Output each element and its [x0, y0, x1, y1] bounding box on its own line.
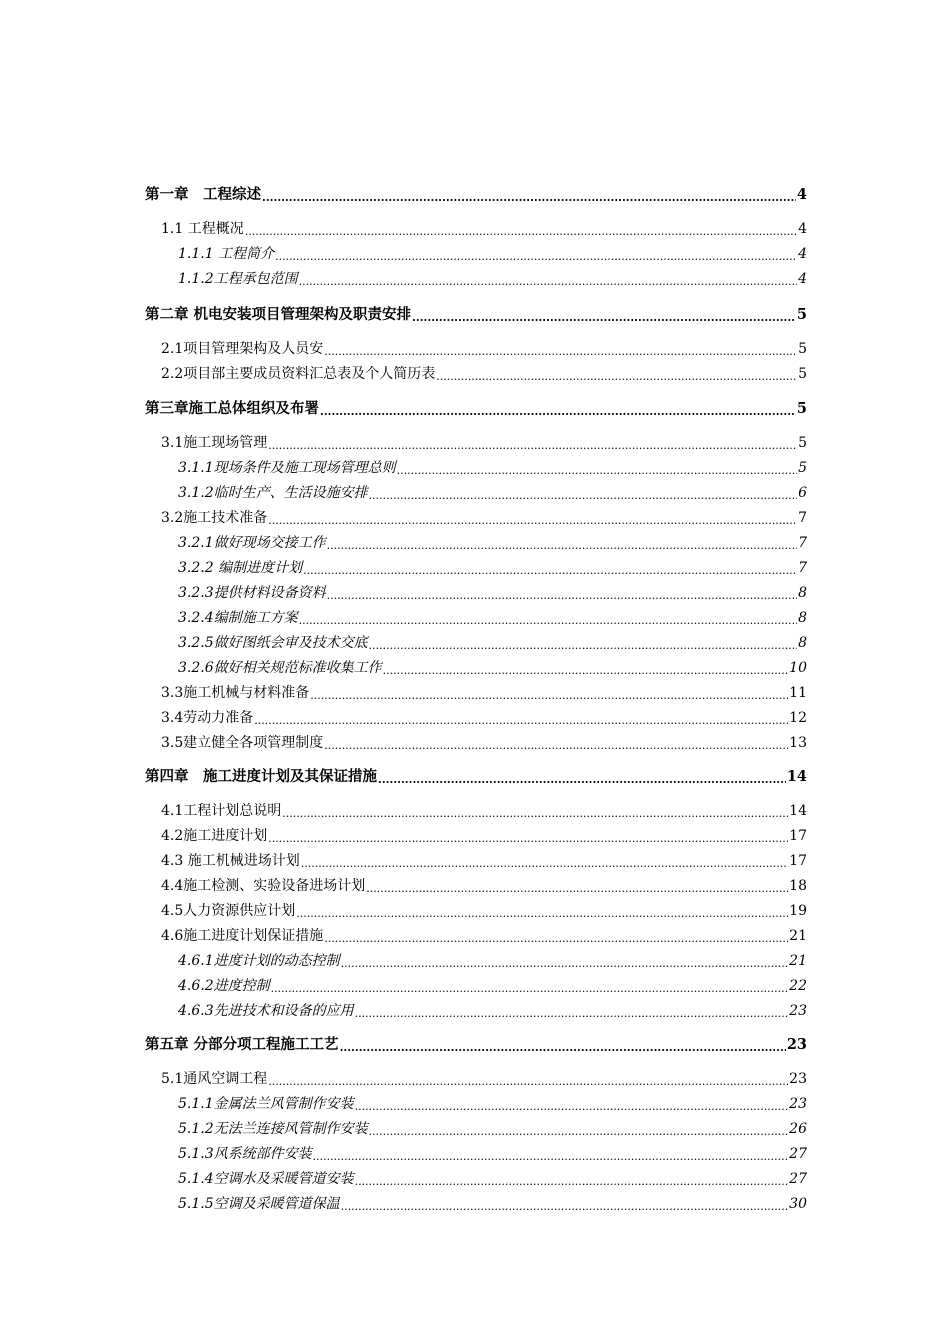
toc-entry-title: 1.1.1 工程简介 [178, 246, 275, 262]
toc-dot-leader [282, 806, 788, 822]
toc-entry-subsection[interactable] [178, 1093, 807, 1115]
toc-dot-leader [303, 563, 797, 579]
toc-dot-leader [271, 981, 789, 997]
toc-entry-subsection[interactable] [178, 243, 807, 265]
toc-entry-page-number: 30 [789, 1196, 807, 1212]
toc-entry-title: 3.2.1做好现场交接工作 [178, 535, 326, 551]
toc-dot-leader [245, 224, 797, 240]
toc-entry-title: 第一章 工程综述 [145, 186, 261, 203]
toc-entry-subsection[interactable] [178, 532, 807, 554]
toc-entry-page-number: 5 [796, 306, 807, 323]
toc-entry-section[interactable] [161, 800, 807, 822]
toc-entry-title: 第四章 施工进度计划及其保证措施 [145, 768, 377, 785]
toc-entry-title: 5.1.5空调及采暖管道保温 [178, 1196, 340, 1212]
toc-entry-title: 5.1.3风系统部件安装 [178, 1146, 312, 1162]
toc-entry-page-number: 17 [789, 828, 807, 844]
toc-entry-page-number: 21 [789, 953, 807, 969]
toc-dot-leader [320, 404, 796, 420]
toc-dot-leader [324, 931, 788, 947]
toc-entry-title: 4.3 施工机械进场计划 [161, 853, 300, 869]
toc-entry-title: 4.2施工进度计划 [161, 828, 268, 844]
toc-entry-page-number: 5 [796, 400, 807, 417]
toc-entry-page-number: 5 [798, 366, 807, 382]
toc-entry-page-number: 14 [786, 768, 807, 785]
toc-entry-title: 3.2.5做好图纸会审及技术交底 [178, 635, 368, 651]
toc-entry-title: 1.1 工程概况 [161, 221, 244, 237]
toc-entry-title: 3.2.2 编制进度计划 [178, 560, 303, 576]
toc-dot-leader [324, 738, 788, 754]
toc-entry-page-number: 26 [789, 1121, 807, 1137]
toc-entry-title: 2.2项目部主要成员资料汇总表及个人简历表 [161, 366, 436, 382]
toc-entry-page-number: 27 [789, 1146, 807, 1162]
toc-entry-title: 4.6.2进度控制 [178, 978, 270, 994]
toc-dot-leader [355, 1099, 789, 1115]
toc-dot-leader [262, 190, 796, 206]
toc-entry-section[interactable] [161, 875, 807, 897]
toc-entry-subsection[interactable] [178, 582, 807, 604]
toc-entry-title: 5.1.2无法兰连接风管制作安装 [178, 1121, 368, 1137]
toc-dot-leader [355, 1006, 789, 1022]
toc-entry-page-number: 21 [789, 928, 807, 944]
toc-entry-subsection[interactable] [178, 975, 807, 997]
toc-entry-section[interactable] [161, 707, 807, 729]
toc-entry-page-number: 17 [789, 853, 807, 869]
toc-entry-title: 4.6.1进度计划的动态控制 [178, 953, 340, 969]
toc-entry-page-number: 13 [789, 735, 807, 751]
toc-entry-title: 4.6施工进度计划保证措施 [161, 928, 324, 944]
toc-entry-section[interactable] [161, 900, 807, 922]
toc-dot-leader [383, 663, 789, 679]
toc-entry-chapter[interactable] [145, 398, 807, 420]
toc-entry-page-number: 23 [786, 1036, 807, 1053]
toc-entry-page-number: 7 [798, 535, 807, 551]
toc-entry-title: 3.1.2临时生产、生活设施安排 [178, 485, 368, 501]
toc-entry-title: 4.1工程计划总说明 [161, 803, 282, 819]
toc-entry-page-number: 27 [789, 1171, 807, 1187]
toc-entry-title: 3.1施工现场管理 [161, 435, 268, 451]
toc-entry-subsection[interactable] [178, 1168, 807, 1190]
toc-entry-section[interactable] [161, 507, 807, 529]
toc-entry-subsection[interactable] [178, 1193, 807, 1215]
toc-entry-section[interactable] [161, 338, 807, 360]
toc-entry-subsection[interactable] [178, 268, 807, 290]
toc-entry-title: 3.1.1现场条件及施工现场管理总则 [178, 460, 396, 476]
toc-entry-page-number: 19 [789, 903, 807, 919]
toc-dot-leader [436, 369, 797, 385]
toc-entry-section[interactable] [161, 1068, 807, 1090]
toc-entry-chapter[interactable] [145, 184, 807, 206]
toc-entry-subsection[interactable] [178, 632, 807, 654]
toc-dot-leader [254, 713, 788, 729]
toc-dot-leader [397, 463, 797, 479]
toc-entry-section[interactable] [161, 825, 807, 847]
toc-dot-leader [268, 831, 788, 847]
toc-entry-title: 2.1项目管理架构及人员安 [161, 341, 324, 357]
toc-entry-section[interactable] [161, 850, 807, 872]
toc-dot-leader [310, 688, 788, 704]
toc-entry-page-number: 14 [789, 803, 807, 819]
toc-dot-leader [268, 513, 797, 529]
toc-entry-title: 4.6.3先进技术和设备的应用 [178, 1003, 354, 1019]
toc-entry-title: 3.2.6做好相关规范标准收集工作 [178, 660, 382, 676]
toc-dot-leader [301, 856, 788, 872]
toc-entry-section[interactable] [161, 925, 807, 947]
toc-entry-page-number: 4 [796, 186, 807, 203]
toc-entry-page-number: 7 [798, 510, 807, 526]
toc-entry-subsection[interactable] [178, 557, 807, 579]
toc-entry-subsection[interactable] [178, 1000, 807, 1022]
toc-dot-leader [268, 1074, 788, 1090]
toc-entry-page-number: 8 [798, 585, 807, 601]
toc-entry-title: 3.4劳动力准备 [161, 710, 254, 726]
toc-entry-title: 第二章 机电安装项目管理架构及职责安排 [145, 306, 412, 323]
toc-entry-page-number: 7 [798, 560, 807, 576]
toc-entry-title: 5.1通风空调工程 [161, 1071, 268, 1087]
toc-entry-page-number: 23 [789, 1096, 807, 1112]
toc-dot-leader [296, 906, 788, 922]
toc-dot-leader [299, 274, 797, 290]
toc-entry-page-number: 4 [798, 246, 807, 262]
toc-entry-title: 3.5建立健全各项管理制度 [161, 735, 324, 751]
toc-entry-page-number: 4 [798, 271, 807, 287]
toc-dot-leader [369, 1124, 789, 1140]
toc-entry-page-number: 5 [798, 341, 807, 357]
toc-entry-section[interactable] [161, 732, 807, 754]
toc-entry-section[interactable] [161, 363, 807, 385]
toc-entry-title: 第三章施工总体组织及布署 [145, 400, 319, 417]
toc-entry-subsection[interactable] [178, 457, 807, 479]
toc-entry-page-number: 4 [798, 221, 807, 237]
toc-entry-title: 第五章 分部分项工程施工工艺 [145, 1036, 339, 1053]
toc-dot-leader [378, 772, 786, 788]
toc-entry-title: 5.1.4空调水及采暖管道安装 [178, 1171, 354, 1187]
toc-entry-page-number: 23 [789, 1003, 807, 1019]
toc-dot-leader [268, 438, 797, 454]
toc-entry-title: 4.4施工检测、实验设备进场计划 [161, 878, 366, 894]
toc-dot-leader [313, 1149, 789, 1165]
toc-dot-leader [355, 1174, 789, 1190]
toc-entry-page-number: 23 [789, 1071, 807, 1087]
toc-dot-leader [327, 538, 797, 554]
toc-entry-subsection[interactable] [178, 482, 807, 504]
toc-dot-leader [327, 588, 797, 604]
toc-dot-leader [341, 956, 789, 972]
toc-dot-leader [369, 638, 797, 654]
toc-entry-title: 5.1.1金属法兰风管制作安装 [178, 1096, 354, 1112]
toc-dot-leader [275, 249, 797, 265]
toc-entry-page-number: 11 [789, 685, 807, 701]
toc-entry-section[interactable] [161, 682, 807, 704]
toc-entry-page-number: 6 [798, 485, 807, 501]
toc-entry-page-number: 5 [798, 435, 807, 451]
toc-entry-subsection[interactable] [178, 1143, 807, 1165]
toc-entry-subsection[interactable] [178, 1118, 807, 1140]
toc-entry-chapter[interactable] [145, 766, 807, 788]
toc-dot-leader [369, 488, 797, 504]
toc-entry-subsection[interactable] [178, 607, 807, 629]
toc-dot-leader [324, 344, 797, 360]
toc-entry-subsection[interactable] [178, 657, 807, 679]
toc-entry-page-number: 5 [798, 460, 807, 476]
toc-entry-chapter[interactable] [145, 1034, 807, 1056]
toc-entry-page-number: 8 [798, 610, 807, 626]
toc-entry-title: 3.3施工机械与材料准备 [161, 685, 310, 701]
toc-dot-leader [341, 1199, 789, 1215]
toc-entry-page-number: 22 [789, 978, 807, 994]
toc-entry-page-number: 10 [789, 660, 807, 676]
toc-entry-title: 3.2.4编制施工方案 [178, 610, 298, 626]
toc-dot-leader [340, 1040, 786, 1056]
toc-entry-page-number: 8 [798, 635, 807, 651]
toc-entry-page-number: 12 [789, 710, 807, 726]
toc-entry-chapter[interactable] [145, 304, 807, 326]
toc-entry-subsection[interactable] [178, 950, 807, 972]
toc-dot-leader [299, 613, 797, 629]
toc-dot-leader [366, 881, 788, 897]
toc-entry-section[interactable] [161, 218, 807, 240]
toc-entry-title: 3.2施工技术准备 [161, 510, 268, 526]
toc-entry-title: 4.5人力资源供应计划 [161, 903, 296, 919]
toc-entry-section[interactable] [161, 432, 807, 454]
toc-entry-title: 1.1.2工程承包范围 [178, 271, 298, 287]
toc-entry-title: 3.2.3提供材料设备资料 [178, 585, 326, 601]
toc-entry-page-number: 18 [789, 878, 807, 894]
toc-dot-leader [412, 310, 796, 326]
